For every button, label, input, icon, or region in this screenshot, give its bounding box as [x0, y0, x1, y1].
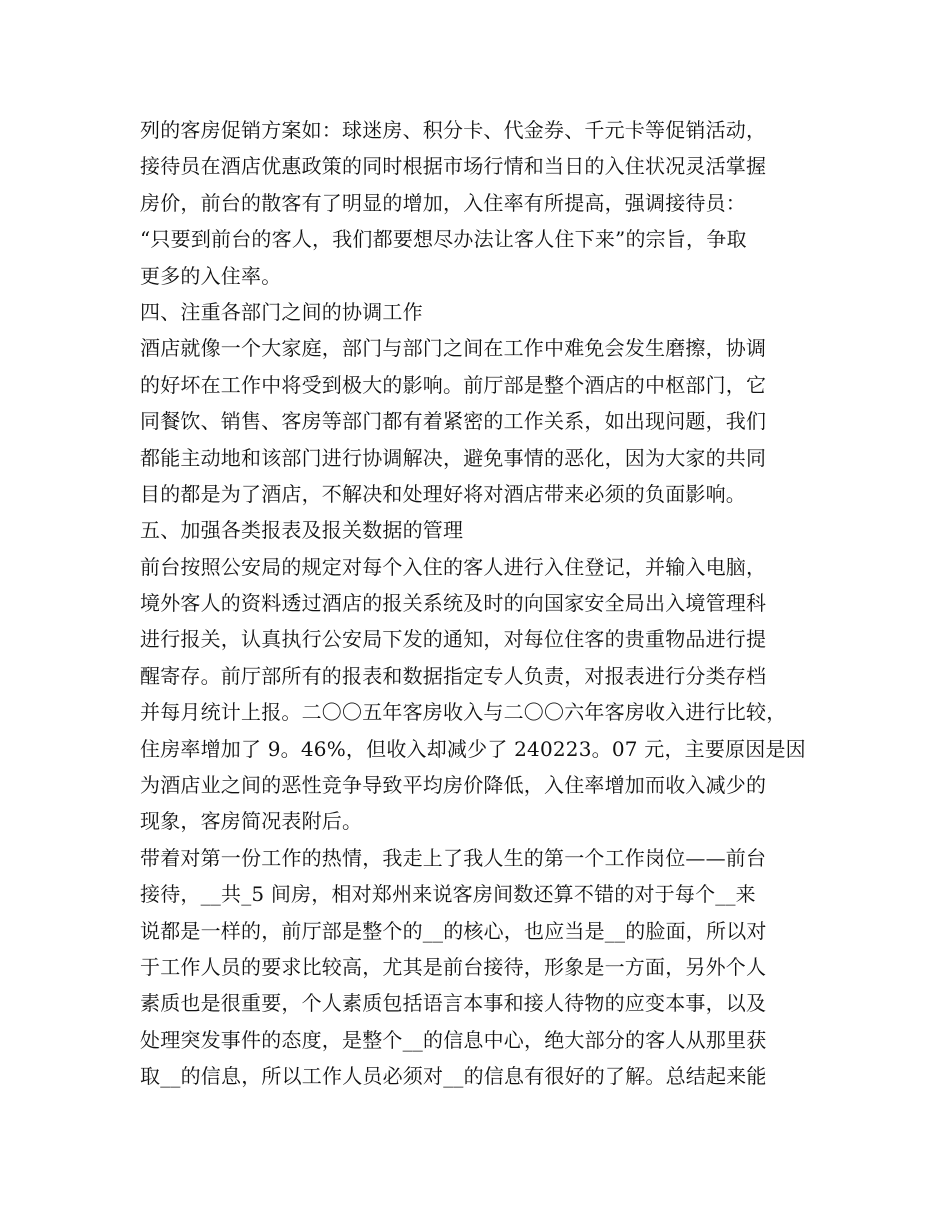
text-line: 醒寄存。前厅部所有的报表和数据指定专人负责，对报表进行分类存档	[140, 663, 767, 688]
text-line: 更多的入住率。	[140, 263, 282, 288]
text-line: 的好坏在工作中将受到极大的影响。前厅部是整个酒店的中枢部门，它	[140, 372, 767, 397]
text-line: 带着对第一份工作的热情，我走上了我人生的第一个工作岗位——前台	[140, 845, 767, 870]
text-line: 境外客人的资料透过酒店的报关系统及时的向国家安全局出入境管理科	[140, 591, 767, 616]
text-line: 于工作人员的要求比较高，尤其是前台接待，形象是一方面，另外个人	[140, 954, 767, 979]
text-line: 素质也是很重要，个人素质包括语言本事和接人待物的应变本事，以及	[140, 991, 767, 1016]
text-line: 取__的信息，所以工作人员必须对__的信息有很好的了解。总结起来能	[140, 1064, 767, 1089]
section-heading: 四、注重各部门之间的协调工作	[140, 299, 423, 324]
text-line: 酒店就像一个大家庭，部门与部门之间在工作中难免会发生磨擦，协调	[140, 336, 767, 361]
text-line: 列的客房促销方案如：球迷房、积分卡、代金券、千元卡等促销活动，	[140, 118, 767, 142]
text-line: “只要到前台的客人，我们都要想尽办法让客人住下来”的宗旨，争取	[140, 227, 747, 252]
text-line: 为酒店业之间的恶性竞争导致平均房价降低，入住率增加而收入减少的	[140, 773, 767, 798]
text-line: 接待，__共_5 间房，相对郑州来说客房间数还算不错的对于每个__来	[140, 882, 756, 907]
text-line: 处理突发事件的态度，是整个__的信息中心，绝大部分的客人从那里获	[140, 1027, 767, 1052]
text-line: 进行报关，认真执行公安局下发的通知，对每位住客的贵重物品进行提	[140, 627, 767, 652]
text-line: 前台按照公安局的规定对每个入住的客人进行入住登记，并输入电脑，	[140, 554, 767, 579]
document-body	[140, 112, 830, 1095]
text-line: 都能主动地和该部门进行协调解决，避免事情的恶化，因为大家的共同	[140, 445, 767, 470]
section-heading: 五、加强各类报表及报关数据的管理	[140, 518, 464, 543]
text-line: 房价，前台的散客有了明显的增加，入住率有所提高，强调接待员：	[140, 190, 746, 215]
text-line: 住房率增加了 9。46%，但收入却减少了 240223。07 元，主要原因是因	[140, 736, 806, 761]
text-line: 现象，客房简况表附后。	[140, 809, 363, 834]
text-line: 并每月统计上报。二〇〇五年客房收入与二〇〇六年客房收入进行比较，	[140, 700, 787, 725]
text-line: 接待员在酒店优惠政策的同时根据市场行情和当日的入住状况灵活掌握	[140, 154, 767, 179]
text-line: 目的都是为了酒店，不解决和处理好将对酒店带来必须的负面影响。	[140, 481, 746, 506]
text-line: 同餐饮、销售、客房等部门都有着紧密的工作关系，如出现问题，我们	[140, 409, 767, 434]
text-line: 说都是一样的，前厅部是整个的__的核心，也应当是__的脸面，所以对	[140, 918, 767, 943]
